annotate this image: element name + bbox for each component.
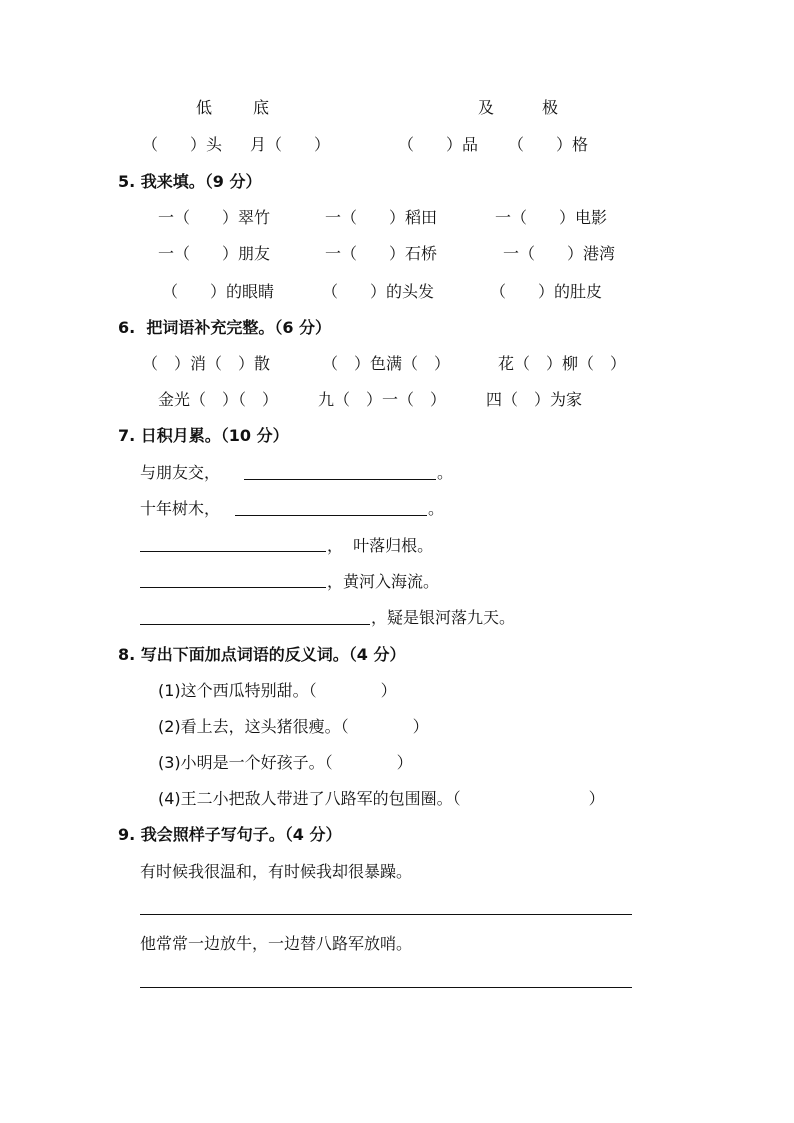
fill-item: （ ）的头发: [322, 282, 435, 301]
fill-item: （ ）消（ ）散: [142, 354, 271, 373]
end-mark: 。: [437, 463, 454, 482]
example-sentence: 他常常一边放牛，一边替八路军放哨。: [140, 934, 413, 953]
fill-item: （ ）的眼睛: [162, 282, 275, 301]
fill-item: 月（ ）: [250, 135, 331, 154]
word-char: 及: [478, 98, 495, 117]
poem-line: 十年树木，: [140, 499, 221, 518]
answer-blank: [140, 587, 326, 588]
sentence-item: (1)这个西瓜特别甜。（ ）: [158, 681, 397, 700]
fill-item: 九（ ）一（ ）: [318, 390, 447, 409]
word-char: 极: [542, 98, 559, 117]
fill-item: 一（ ）稻田: [325, 208, 438, 227]
answer-line: [140, 987, 632, 988]
fill-item: （ ）头: [142, 135, 223, 154]
fill-item: （ ）品: [398, 135, 479, 154]
fill-item: 一（ ）翠竹: [158, 208, 271, 227]
poem-line: ， 叶落归根。: [327, 536, 434, 555]
answer-blank: [244, 479, 436, 480]
answer-line: [140, 914, 632, 915]
fill-item: （ ）格: [508, 135, 589, 154]
question-title: 9. 我会照样子写句子。（4 分）: [118, 825, 342, 844]
end-mark: 。: [428, 499, 445, 518]
answer-blank: [140, 624, 370, 625]
word-char: 底: [253, 98, 270, 117]
fill-item: 一（ ）朋友: [158, 244, 271, 263]
sentence-item: (4)王二小把敌人带进了八路军的包围圈。（ ）: [158, 789, 605, 808]
sentence-item: (3)小明是一个好孩子。（ ）: [158, 753, 413, 772]
poem-line: 与朋友交，: [140, 463, 221, 482]
answer-blank: [235, 515, 427, 516]
fill-item: 一（ ）港湾: [503, 244, 616, 263]
example-sentence: 有时候我很温和，有时候我却很暴躁。: [140, 862, 413, 881]
fill-item: （ ）的肚皮: [490, 282, 603, 301]
sentence-item: (2)看上去，这头猪很瘦。（ ）: [158, 717, 429, 736]
fill-item: 一（ ）石桥: [325, 244, 438, 263]
poem-line: ，黄河入海流。: [327, 572, 440, 591]
question-title: 5. 我来填。（9 分）: [118, 172, 262, 191]
word-char: 低: [196, 98, 213, 117]
question-title: 6. 把词语补充完整。（6 分）: [118, 318, 332, 337]
answer-blank: [140, 551, 326, 552]
fill-item: 金光（ ）（ ）: [158, 390, 279, 409]
fill-item: 一（ ）电影: [495, 208, 608, 227]
question-title: 8. 写出下面加点词语的反义词。（4 分）: [118, 645, 406, 664]
question-title: 7. 日积月累。（10 分）: [118, 426, 289, 445]
poem-line: ，疑是银河落九天。: [371, 608, 516, 627]
fill-item: 四（ ）为家: [486, 390, 583, 409]
fill-item: 花（ ）柳（ ）: [498, 354, 627, 373]
fill-item: （ ）色满（ ）: [322, 354, 451, 373]
